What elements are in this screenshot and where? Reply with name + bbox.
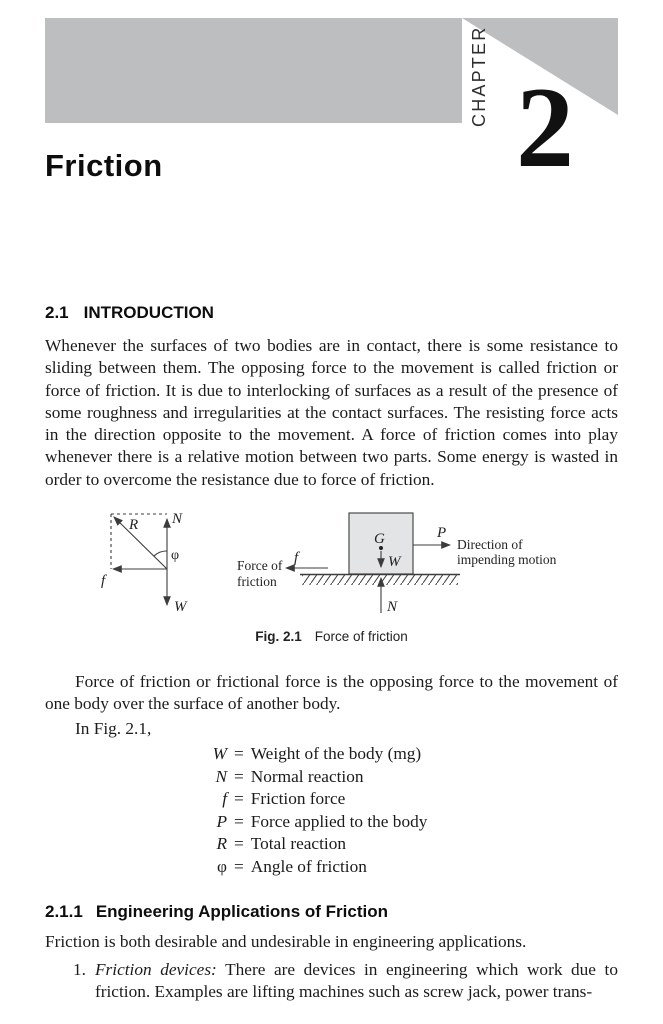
list-item-number: 1. xyxy=(73,959,86,979)
definition-row-R xyxy=(203,833,618,856)
figure-caption xyxy=(45,628,618,645)
label-G: G xyxy=(374,531,385,548)
numbered-list xyxy=(45,959,618,1004)
subsection-lead-paragraph: Friction is both desirable and undesirable in engineering applications. xyxy=(45,931,527,951)
definition-text: Total reaction xyxy=(250,834,346,854)
equals-sign: = xyxy=(234,766,244,786)
definition-row-phi xyxy=(203,856,618,879)
equals-sign: = xyxy=(234,856,244,876)
total-reaction-arrow xyxy=(114,517,167,569)
equals-sign: = xyxy=(234,811,244,831)
figure-caption-text: Force of friction xyxy=(314,629,408,645)
label-phi: φ xyxy=(171,548,180,564)
symbol-definitions xyxy=(45,743,618,879)
definition-symbol: N xyxy=(215,766,227,786)
force-of-friction-label-line2: friction xyxy=(237,574,277,590)
section-heading-2-1 xyxy=(45,0,618,324)
label-f: f xyxy=(101,573,106,590)
definition-symbol: f xyxy=(222,789,227,809)
direction-label-line1: Direction of xyxy=(457,537,523,553)
force-of-friction-diagram xyxy=(45,503,618,618)
equals-sign: = xyxy=(234,743,244,763)
label-N: N xyxy=(172,511,183,528)
vector-diagram xyxy=(111,514,167,605)
definition-text: Weight of the body (mg) xyxy=(250,743,422,763)
definition-row-f xyxy=(203,788,618,811)
definition-row-N xyxy=(203,766,618,789)
section-title: Engineering Applications of Friction xyxy=(95,901,388,921)
label-W: W xyxy=(174,599,187,616)
figure-caption-label: Fig. 2.1 xyxy=(255,629,302,645)
definition-text: Angle of friction xyxy=(250,856,367,876)
label-N-block: N xyxy=(387,599,398,616)
list-item-body xyxy=(95,959,618,1004)
figure-2-1 xyxy=(45,503,618,645)
section-title: INTRODUCTION xyxy=(83,303,214,322)
definition-row-P xyxy=(203,811,618,834)
block-diagram xyxy=(286,513,460,616)
direction-label-line2: impending motion xyxy=(457,552,557,568)
definition-text: Friction force xyxy=(250,789,346,809)
label-R: R xyxy=(129,517,139,534)
list-item-term: Friction devices: xyxy=(95,959,217,979)
definition-row-W xyxy=(203,743,618,766)
section-number: 2.1.1 xyxy=(45,901,83,921)
page-title: Friction xyxy=(45,148,163,183)
definition-symbol: φ xyxy=(217,856,227,876)
definition-symbol: R xyxy=(216,834,227,854)
intro-paragraph: Whenever the surfaces of two bodies are in contact, there is some resistance to sliding between them. The opposing force to the movement is called friction or force of friction. It is due to interlocking of surfaces as a result of the presence of some roughness and irregularities at the contact surfaces. The resisting force acts in the direction opposite to the movement. A force of friction comes into play whenever there is a relative motion between two parts. Some energy is wasted in order to overcome the resistance due to force of friction. xyxy=(45,336,618,489)
definition-symbol: W xyxy=(212,743,227,763)
friction-definition-paragraph: Force of friction or frictional force is the opposing force to the movement of one body over the surface of another body. xyxy=(45,672,618,714)
label-P: P xyxy=(437,525,447,542)
list-item-1 xyxy=(45,959,618,1004)
section-heading-2-1-1 xyxy=(45,901,618,923)
equals-sign: = xyxy=(234,834,244,854)
definition-symbol: P xyxy=(216,811,227,831)
in-fig-paragraph: In Fig. 2.1, xyxy=(75,718,152,738)
ground-hatching xyxy=(302,575,458,585)
section-number: 2.1 xyxy=(45,303,69,322)
label-f-block: f xyxy=(294,550,299,567)
definition-text: Normal reaction xyxy=(250,766,364,786)
equals-sign: = xyxy=(234,789,244,809)
force-of-friction-label-line1: Force of xyxy=(237,558,283,574)
chapter-number: 2 xyxy=(516,64,574,192)
list-item-text: There are devices in engineering which work due to friction. Examples are lifting machines such as screw jack, power trans- xyxy=(95,959,618,1002)
friction-angle-arc xyxy=(154,551,167,556)
chapter-word-label: CHAPTER xyxy=(469,25,489,127)
label-W-block: W xyxy=(388,554,401,571)
page-content xyxy=(45,0,618,1003)
definition-text: Force applied to the body xyxy=(250,811,428,831)
